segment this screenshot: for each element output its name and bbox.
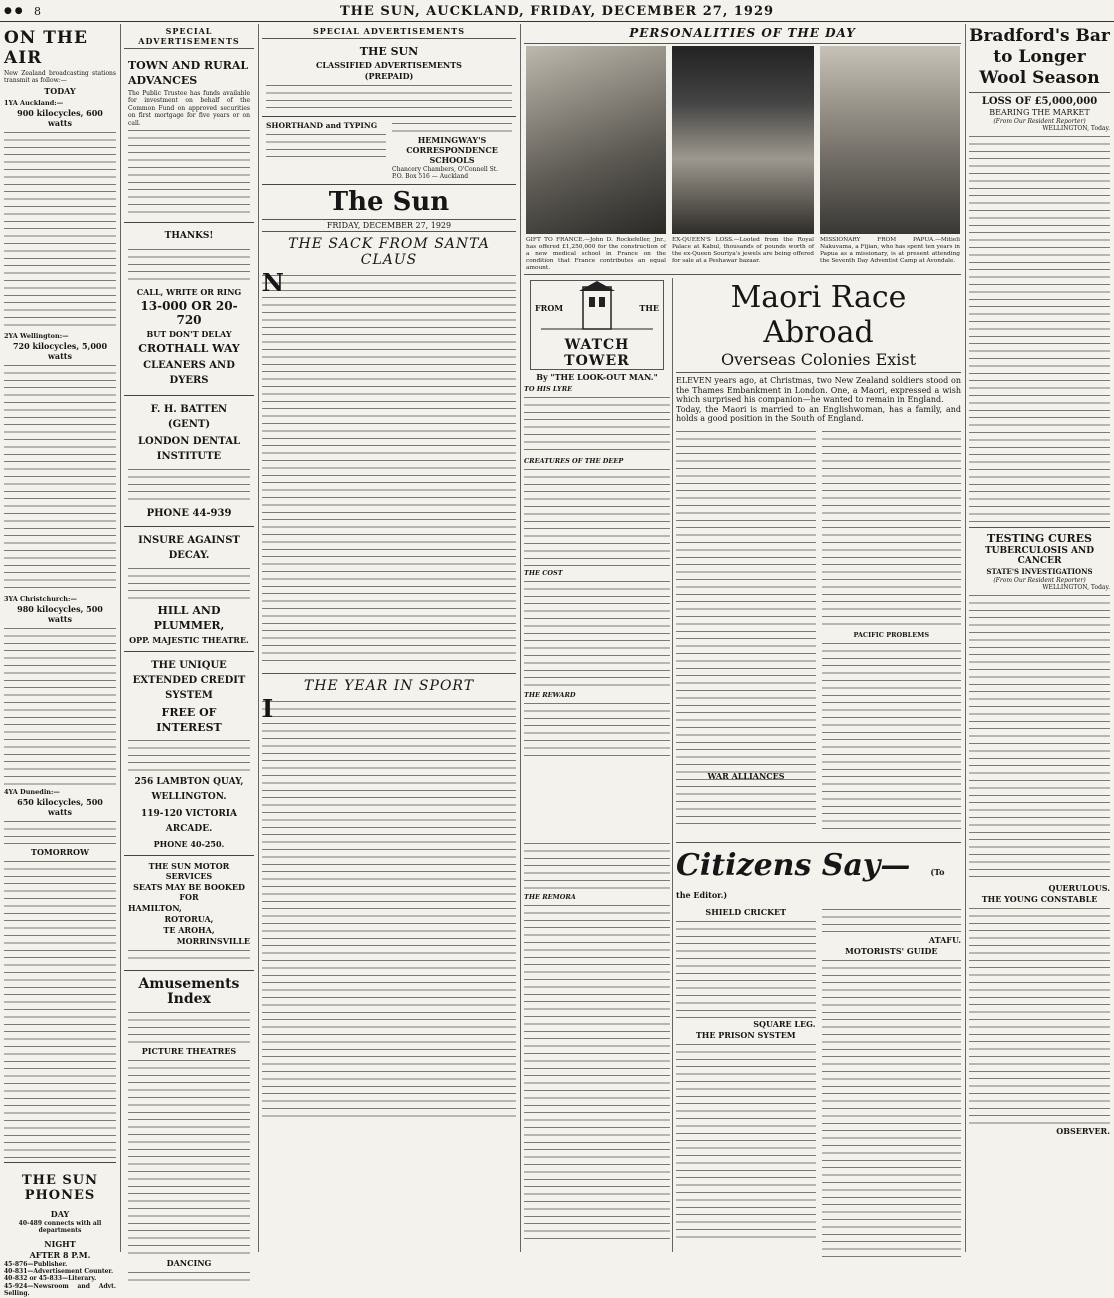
motor-title: THE SUN MOTOR SERVICES xyxy=(148,861,230,882)
maori-text xyxy=(822,640,962,830)
maori-text xyxy=(676,428,816,828)
masthead-title: THE SUN, AUCKLAND, FRIDAY, DECEMBER 27, 1929 xyxy=(339,4,775,19)
program-text xyxy=(4,625,116,785)
maori-title: Maori Race Abroad xyxy=(730,280,907,350)
pacific-heading: PACIFIC PROBLEMS xyxy=(853,630,930,639)
editorial-column xyxy=(262,26,516,1251)
maori-article xyxy=(676,280,961,840)
tb-subtitle: TUBERCULOSIS AND CANCER xyxy=(984,545,1095,566)
testing-from: (From Our Resident Reporter) xyxy=(993,576,1086,584)
unique-ad xyxy=(124,652,254,856)
bradford-column xyxy=(969,26,1110,1251)
sun-phones-box xyxy=(4,1162,116,1298)
letter-signature: ATAFU. xyxy=(928,935,961,945)
on-the-air-intro: New Zealand broadcasting stations transmit as follow:— xyxy=(4,70,116,85)
letter-text xyxy=(822,957,962,1257)
hill-sub: OPP. MAJESTIC THEATRE. xyxy=(129,635,249,646)
war-heading: WAR ALLIANCES xyxy=(707,771,785,781)
special-ads-column xyxy=(124,26,254,1269)
lambton-quay: 256 LAMBTON QUAY, WELLINGTON. xyxy=(134,777,244,803)
letter-heading: THE PRISON SYSTEM xyxy=(695,1030,796,1040)
section-heading: THE REMORA xyxy=(524,893,576,901)
sun-phones-night: NIGHT xyxy=(44,1238,76,1249)
missionary-photo xyxy=(820,46,960,234)
editorial-dateline: FRIDAY, DECEMBER 27, 1929 xyxy=(262,219,516,232)
letter-signature: OBSERVER. xyxy=(1056,1125,1110,1136)
maori-lede-2: Today, the Maori is married to an Englishwoman, has a family, and holds a good position in the South of England. xyxy=(676,404,961,424)
maori-lede: ELEVEN years ago, at Christmas, two New Zealand soldiers stood on the Thames Embankment in London. One, a Maori, expressed a wish which surprised his companion—he wanted to remain in England. xyxy=(676,376,961,405)
column-rule xyxy=(672,278,673,1252)
station-4ya: 4YA Dunedin:— xyxy=(4,787,60,796)
ad-text xyxy=(128,1009,250,1045)
maori-subtitle: Overseas Colonies Exist xyxy=(720,350,917,369)
watch-byline: By "THE LOOK-OUT MAN." xyxy=(536,372,658,382)
dont-delay: BUT DON'T DELAY xyxy=(146,329,232,340)
phone-line: 40-831—Advertisement Counter. xyxy=(4,1268,114,1276)
column-text xyxy=(524,578,670,688)
rockefeller-photo xyxy=(526,46,666,234)
town-rural-body: The Public Trustee has funds available for investment on behalf of the Common Fund on approved securities on first mortgage for five years or on call. xyxy=(128,90,250,127)
program-text xyxy=(4,858,116,1158)
chancery-line: Chancery Chambers, O'Connell St. xyxy=(392,166,499,173)
classified-sub: CLASSIFIED ADVERTISEMENTS xyxy=(316,60,462,70)
paper-nameplate: The Sun xyxy=(328,186,450,217)
column-rule xyxy=(258,24,259,1252)
to-editor: (To the Editor.) xyxy=(676,867,945,900)
personalities-rule xyxy=(524,274,961,275)
column-text xyxy=(524,840,670,890)
freq-3ya: 980 kilocycles, 500 watts xyxy=(17,603,103,624)
station-2ya: 2YA Wellington:— xyxy=(4,331,69,340)
town-rural-title: TOWN AND RURAL ADVANCES xyxy=(128,59,249,87)
logo-from: FROM xyxy=(535,303,564,313)
motor-ad xyxy=(124,856,254,971)
hemingways-ad xyxy=(262,117,516,185)
bradford-loss: LOSS OF £5,000,000 xyxy=(981,96,1098,107)
editorial-title: THE SACK FROM SANTA CLAUS xyxy=(288,235,490,268)
motor-sub: SEATS MAY BE BOOKED FOR xyxy=(133,882,245,903)
classified-box xyxy=(262,42,516,117)
caption-rockefeller: GIFT TO FRANCE.—John D. Rockefeller, Jnr., has offered £1,250,000 for the construction of a new medical school in France on the condition that France contributes an equal amount. xyxy=(526,237,666,271)
testing-text xyxy=(969,592,1110,882)
london-dental: LONDON DENTAL INSTITUTE xyxy=(137,436,240,463)
freq-2ya: 720 kilocycles, 5,000 watts xyxy=(12,340,108,361)
amusements-box xyxy=(124,971,254,1287)
freq-1ya: 900 kilocycles, 600 watts xyxy=(17,107,103,128)
letter-heading: MOTORISTS' GUIDE xyxy=(845,946,938,956)
batten-name: F. H. BATTEN (GENT) xyxy=(150,404,228,431)
hemingways-title: HEMINGWAY'S CORRESPONDENCE SCHOOLS xyxy=(406,135,498,165)
logo-the: THE xyxy=(639,303,659,313)
ad-text xyxy=(266,131,386,161)
editorial-body xyxy=(262,267,516,667)
testing-dateline: WELLINGTON, Today. xyxy=(1042,584,1110,592)
page-number: 8 xyxy=(34,5,41,18)
today-heading: TODAY xyxy=(44,85,76,96)
phone-line: 45-876—Publisher. xyxy=(4,1260,68,1268)
letter-heading: THE YOUNG CONSTABLE xyxy=(981,893,1098,904)
column-text xyxy=(524,394,670,454)
ad-text xyxy=(128,127,250,217)
hill-plummer: HILL AND PLUMMER, xyxy=(153,604,225,633)
thanks-title: THANKS! xyxy=(164,231,214,242)
ad-text xyxy=(392,120,512,134)
picture-heading: PICTURE THEATRES xyxy=(141,1046,237,1057)
column-text xyxy=(524,700,670,760)
crothall-phones: 13-000 OR 20-720 xyxy=(140,299,238,328)
drop-cap: N xyxy=(262,267,284,297)
unique-title: THE UNIQUE EXTENDED CREDIT SYSTEM xyxy=(132,660,246,702)
station-1ya: 1YA Auckland:— xyxy=(4,98,64,107)
program-text xyxy=(4,818,116,846)
ad-text xyxy=(128,246,250,286)
letter-text xyxy=(676,1041,816,1241)
caption-queen: EX-QUEEN'S LOSS.—Looted from the Royal Palace at Kabul, thousands of pounds worth of the ex-Queen Souriya's jewels are being offered for sale at a Peshawar bazaar. xyxy=(672,237,814,264)
station-3ya: 3YA Christchurch:— xyxy=(4,594,77,603)
state-subtitle: STATE'S INVESTIGATIONS xyxy=(986,566,1093,576)
phone-line: 40-832 or 45-833—Literary. xyxy=(4,1275,97,1283)
ad-text xyxy=(128,737,250,773)
citizens-rule xyxy=(676,842,961,843)
letter-signature: SQUARE LEG. xyxy=(753,1019,816,1029)
letter-heading: SHIELD CRICKET xyxy=(705,907,787,917)
motor-town: TE AROHA, xyxy=(163,925,215,936)
amusements-title: Amusements Index xyxy=(138,976,240,1008)
section-heading: TO HIS LYRE xyxy=(524,385,573,393)
motor-town: HAMILTON, xyxy=(128,903,182,914)
phone-line: 45-924—Newsroom and Advt. Selling. xyxy=(4,1282,116,1298)
queen-souriya-photo xyxy=(672,46,814,234)
drop-cap: I xyxy=(262,693,274,723)
bradford-bearing: BEARING THE MARKET xyxy=(989,108,1090,117)
freq-4ya: 650 kilocycles, 500 watts xyxy=(17,796,103,817)
sun-phones-day: DAY xyxy=(50,1208,70,1219)
masthead xyxy=(0,0,1114,22)
special-ads-header: SPECIAL ADVERTISEMENTS xyxy=(124,26,254,49)
logo-watch-tower: WATCH TOWER xyxy=(564,337,630,369)
caption-missionary: MISSIONARY FROM PAPUA.—Mitieli Nakuvama, a Fijian, who has spent ten years in Papua as a missionary, is at present attending the Seventh Day Adventist Camp at Avondale. xyxy=(820,237,960,264)
call-line: CALL, WRITE OR RING xyxy=(136,287,242,298)
program-text xyxy=(4,129,116,329)
year-sport-title: THE YEAR IN SPORT xyxy=(303,677,475,694)
sun-phones-title: THE SUN PHONES xyxy=(22,1172,98,1203)
letter-text xyxy=(969,905,1110,1125)
masthead-dots: ● ● xyxy=(4,6,23,16)
section-heading: THE COST xyxy=(524,569,563,577)
masthead-rule xyxy=(0,21,1114,22)
bradford-text xyxy=(969,133,1110,523)
box-line: P.O. Box 516 — Auckland xyxy=(392,173,469,181)
sport-text xyxy=(262,693,516,1118)
cleaners-name: CLEANERS AND DYERS xyxy=(143,360,235,387)
bradford-from: (From Our Resident Reporter) xyxy=(993,118,1086,125)
motor-town: MORRINSVILLE xyxy=(176,936,250,947)
ad-text xyxy=(128,1269,250,1283)
section-heading: THE REWARD xyxy=(524,691,576,699)
motor-town: ROTORUA, xyxy=(164,914,214,925)
letter-signature: QUERULOUS. xyxy=(1048,882,1110,893)
ad-text xyxy=(128,1057,250,1257)
citizens-title: Citizens Say— xyxy=(676,848,911,883)
bradford-title: Bradford's Bar to Longer Wool Season xyxy=(969,26,1110,88)
shorthand-title: SHORTHAND and TYPING xyxy=(266,121,378,130)
on-the-air-column xyxy=(4,26,116,1298)
classified-prepaid: (PREPAID) xyxy=(364,71,414,81)
free-interest: FREE OF INTEREST xyxy=(156,706,222,735)
bradford-dateline: WELLINGTON, Today. xyxy=(1042,125,1110,133)
victoria-arcade: 119-120 VICTORIA ARCADE. xyxy=(140,809,237,835)
watch-tower-continued xyxy=(524,840,670,1250)
insure-title: INSURE AGAINST DECAY. xyxy=(138,535,240,562)
crothall-name: CROTHALL WAY xyxy=(138,342,240,356)
column-rule xyxy=(965,24,966,1252)
classified-title: THE SUN xyxy=(359,45,419,58)
sport-article xyxy=(262,673,516,1118)
maori-text xyxy=(822,428,962,628)
column-rule xyxy=(520,24,521,1252)
batten-phone: PHONE 44-939 xyxy=(146,508,232,520)
watch-tower-column xyxy=(524,278,670,838)
citizens-section xyxy=(676,848,961,1250)
crothall-ad xyxy=(124,223,254,396)
on-the-air-title: ON THE AIR xyxy=(4,28,88,68)
program-text xyxy=(4,362,116,592)
editorial-text xyxy=(262,267,516,667)
section-heading: CREATURES OF THE DEEP xyxy=(524,457,624,465)
tomorrow-heading: TOMORROW xyxy=(31,846,89,857)
ad-text xyxy=(128,466,250,506)
sun-phones-day-line: 40-489 connects with all departments xyxy=(18,1219,102,1235)
dancing-heading: DANCING xyxy=(166,1258,212,1269)
unique-phone: PHONE 40-250. xyxy=(153,839,225,850)
rate-table xyxy=(266,82,512,114)
watch-tower-logo xyxy=(530,280,664,370)
batten-ad xyxy=(124,396,254,527)
insure-ad xyxy=(124,527,254,652)
town-rural-ad xyxy=(124,52,254,223)
letter-text xyxy=(822,906,962,934)
letter-text xyxy=(676,918,816,1018)
column-text xyxy=(524,902,670,1242)
personalities-title: PERSONALITIES OF THE DAY xyxy=(629,26,856,40)
classified-header: SPECIAL ADVERTISEMENTS xyxy=(262,26,516,39)
ad-text xyxy=(128,947,250,965)
testing-title: TESTING CURES xyxy=(987,531,1092,545)
column-text xyxy=(524,466,670,566)
sun-phones-after: AFTER 8 P.M. xyxy=(29,1249,91,1260)
ad-text xyxy=(128,565,250,601)
column-rule xyxy=(120,24,121,1252)
